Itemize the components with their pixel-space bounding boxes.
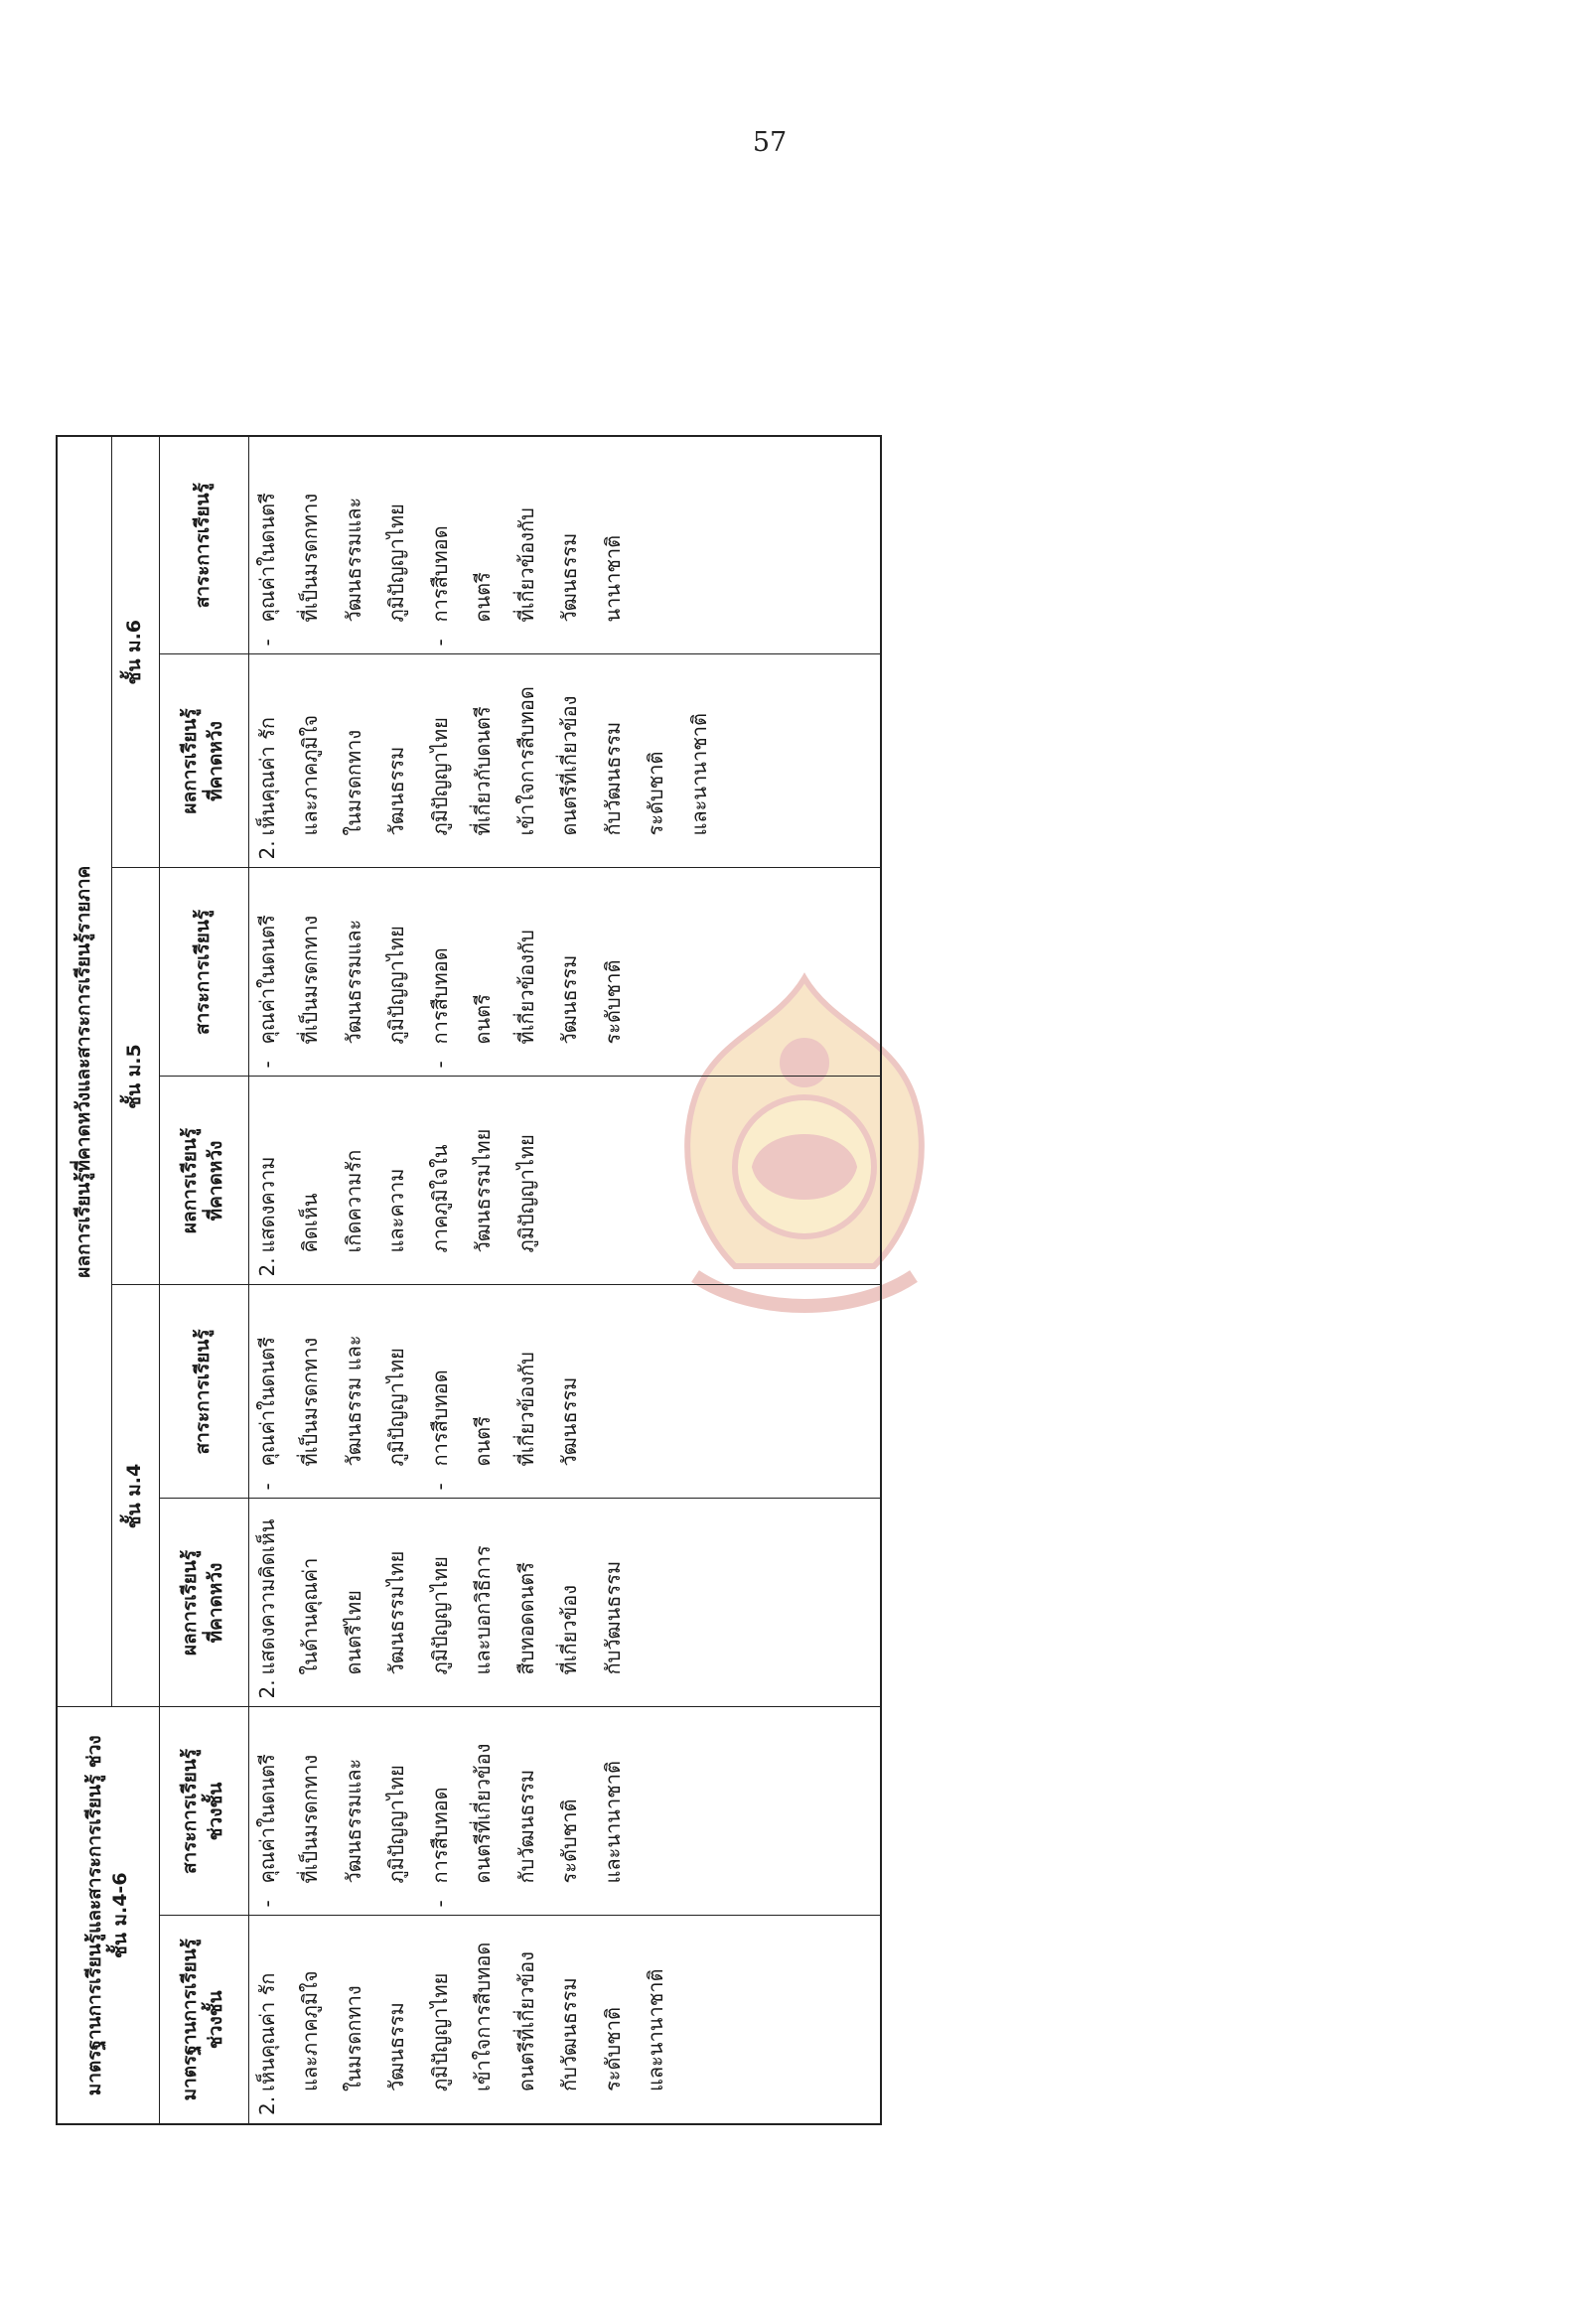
line-text: ดนตรี xyxy=(471,994,495,1045)
line-text: ระดับชาติ xyxy=(557,1799,581,1884)
line-text: ภูมิปัญญาไทย xyxy=(427,1556,452,1675)
line-marker: 2. xyxy=(254,1257,279,1277)
cell-line xyxy=(559,1291,603,1490)
line-text: กับวัฒนธรรม xyxy=(557,1977,581,2091)
line-text: ดนตรีไทย xyxy=(341,1590,365,1675)
line-text: คุณค่าในดนตรี xyxy=(254,493,279,623)
line-marker: 2. xyxy=(254,1679,279,1699)
line-text: การสืบทอด xyxy=(427,1787,452,1884)
rotated-table-container xyxy=(56,437,882,2125)
cell-line xyxy=(646,660,689,859)
line-marker: - xyxy=(427,1900,452,1908)
cell-line xyxy=(386,1505,430,1698)
line-text: แสดงความคิดเห็น xyxy=(254,1518,279,1675)
cell-line xyxy=(300,443,344,647)
cell-line xyxy=(559,1923,603,2116)
cell-line xyxy=(513,1713,560,1907)
line-text: การสืบทอด xyxy=(427,1369,452,1467)
cell-line xyxy=(513,1923,560,2116)
line-text: ดนตรีที่เกี่ยวข้อง xyxy=(471,1743,495,1884)
cell-line xyxy=(600,660,647,859)
cell-line xyxy=(473,1082,516,1276)
line-text: การสืบทอด xyxy=(427,947,452,1045)
line-marker: 2. xyxy=(254,840,279,860)
cell-line xyxy=(300,1923,344,2116)
line-marker: - xyxy=(427,639,452,647)
table-row xyxy=(248,436,881,2124)
header-outcomes: ผลการเรียนรู้ที่คาดหวังและสาระการเรียนรู้รายภาค xyxy=(57,436,111,1707)
header-standard: มาตรฐานการเรียนรู้และสาระการเรียนรู้ ช่วงชั้น ม.4-6 xyxy=(57,1707,159,2124)
cell-line xyxy=(427,1082,474,1276)
header-grade-m5: ชั้น ม.5 xyxy=(111,868,159,1285)
line-text: และภาคภูมิใจ xyxy=(298,1970,322,2091)
cell-line xyxy=(300,874,344,1068)
line-text: วัฒนธรรม xyxy=(557,1376,581,1467)
line-text: และนานาชาติ xyxy=(686,712,711,836)
cell-line xyxy=(473,1923,516,2116)
cell-line xyxy=(254,660,301,860)
cell-line xyxy=(513,1505,560,1698)
cell-line xyxy=(341,1082,387,1276)
cell-line xyxy=(300,1713,344,1907)
subheader-standard-outcome: มาตรฐานการเรียนรู้ ช่วงชั้น xyxy=(159,1916,248,2124)
line-text: นานาชาติ xyxy=(600,534,625,623)
line-text: และความ xyxy=(384,1168,408,1253)
cell-line xyxy=(254,1923,301,2116)
line-text: ภูมิปัญญาไทย xyxy=(513,1134,538,1253)
cell-line xyxy=(254,1082,301,1277)
line-marker: - xyxy=(254,1061,279,1069)
cell-line xyxy=(341,443,387,647)
line-marker: - xyxy=(427,1061,452,1069)
line-text: เข้าใจการสืบทอด xyxy=(471,1942,495,2091)
cell-line xyxy=(386,443,430,647)
line-marker: - xyxy=(254,1900,279,1908)
cell-line xyxy=(254,1713,301,1908)
line-text: และบอกวิธีการ xyxy=(471,1545,495,1675)
cell-line xyxy=(513,660,560,859)
cell-line xyxy=(386,1291,430,1490)
line-text: วัฒนธรรม xyxy=(384,746,408,836)
cell-line xyxy=(646,1923,689,2116)
line-text: เข้าใจการสืบทอด xyxy=(513,686,538,836)
cell-line xyxy=(473,660,516,859)
line-text: ที่เป็นมรดกทาง xyxy=(298,915,322,1045)
line-text: ในมรดกทาง xyxy=(341,729,365,836)
cell-expected-m4 xyxy=(248,1499,881,1707)
cell-line xyxy=(386,874,430,1068)
cell-line xyxy=(513,1291,560,1490)
cell-line xyxy=(473,1713,516,1907)
line-text: และภาคภูมิใจ xyxy=(298,714,322,836)
line-text: วัฒนธรรมและ xyxy=(341,497,365,623)
cell-line xyxy=(300,660,344,859)
cell-line xyxy=(254,443,301,647)
cell-line xyxy=(513,443,560,647)
line-text: ที่เกี่ยวข้องกับ xyxy=(513,507,538,623)
line-text: ในด้านคุณค่า xyxy=(298,1557,322,1675)
cell-line xyxy=(386,1923,430,2116)
subheader-expected-m4: ผลการเรียนรู้ ที่คาดหวัง xyxy=(159,1499,248,1707)
line-text: ที่เป็นมรดกทาง xyxy=(298,1754,322,1884)
subheader-expected-m5: ผลการเรียนรู้ ที่คาดหวัง xyxy=(159,1077,248,1285)
line-marker: - xyxy=(427,1483,452,1491)
line-text: ที่เป็นมรดกทาง xyxy=(298,1337,322,1467)
line-text: วัฒนธรรมไทย xyxy=(471,1128,495,1253)
cell-line xyxy=(427,1923,474,2116)
cell-expected-m6 xyxy=(248,654,881,868)
cell-line xyxy=(427,1713,474,1908)
cell-line xyxy=(427,1505,474,1698)
line-text: ที่เป็นมรดกทาง xyxy=(298,493,322,623)
line-marker: - xyxy=(254,639,279,647)
line-text: ภูมิปัญญาไทย xyxy=(384,1765,408,1884)
subheader-standard-content: สาระการเรียนรู้ ช่วงชั้น xyxy=(159,1707,248,1916)
cell-line xyxy=(386,1082,430,1276)
cell-line xyxy=(600,874,647,1068)
cell-standard-content xyxy=(248,1707,881,1916)
line-text: วัฒนธรรมไทย xyxy=(384,1550,408,1675)
cell-standard-outcome xyxy=(248,1916,881,2124)
line-text: วัฒนธรรม และ xyxy=(341,1335,365,1467)
line-text: วัฒนธรรมและ xyxy=(341,1758,365,1884)
cell-line xyxy=(300,1291,344,1490)
cell-line xyxy=(600,1923,647,2116)
subheader-content-m5: สาระการเรียนรู้ xyxy=(159,868,248,1077)
cell-line xyxy=(559,874,603,1068)
line-text: ระดับชาติ xyxy=(644,751,667,836)
line-text: ภาคภูมิใจใน xyxy=(427,1144,452,1253)
cell-line xyxy=(427,443,474,647)
cell-line xyxy=(600,1713,647,1907)
line-text: คุณค่าในดนตรี xyxy=(254,915,279,1045)
line-text: และนานาชาติ xyxy=(600,1761,625,1884)
cell-line xyxy=(473,874,516,1068)
line-text: ภูมิปัญญาไทย xyxy=(384,504,408,623)
line-text: ดนตรีที่เกี่ยวข้อง xyxy=(557,695,581,836)
line-text: วัฒนธรรมและ xyxy=(341,919,365,1045)
cell-expected-m5 xyxy=(248,1077,881,1285)
line-text: แสดงความ xyxy=(254,1156,279,1253)
cell-line xyxy=(473,443,516,647)
cell-line xyxy=(559,1505,603,1698)
line-text: คิดเห็น xyxy=(298,1193,322,1253)
cell-line xyxy=(427,1291,474,1491)
line-marker: - xyxy=(254,1483,279,1491)
line-text: เกิดความรัก xyxy=(341,1149,365,1253)
cell-line xyxy=(386,1713,430,1907)
line-text: สืบทอดดนตรี xyxy=(513,1562,538,1675)
line-text: วัฒนธรรม xyxy=(557,954,581,1045)
cell-line xyxy=(300,1082,344,1276)
line-text: คุณค่าในดนตรี xyxy=(254,1337,279,1467)
cell-line xyxy=(386,660,430,859)
cell-content-m6 xyxy=(248,436,881,654)
line-text: กับวัฒนธรรม xyxy=(600,1560,625,1675)
cell-line xyxy=(341,660,387,859)
cell-line xyxy=(300,1505,344,1698)
line-text: การสืบทอด xyxy=(427,525,452,623)
subheader-content-m6: สาระการเรียนรู้ xyxy=(159,436,248,654)
cell-line xyxy=(341,1713,387,1907)
header-grade-m4: ชั้น ม.4 xyxy=(111,1285,159,1707)
line-marker: 2. xyxy=(254,2095,279,2115)
header-grade-m6: ชั้น ม.6 xyxy=(111,436,159,868)
line-text: ที่เกี่ยวข้องกับ xyxy=(513,930,538,1045)
cell-line xyxy=(254,874,301,1069)
subheader-expected-m6: ผลการเรียนรู้ ที่คาดหวัง xyxy=(159,654,248,868)
line-text: ที่เกี่ยวกับดนตรี xyxy=(471,706,495,836)
cell-line xyxy=(254,1291,301,1491)
line-text: ดนตรี xyxy=(471,572,495,623)
line-text: เห็นคุณค่า รัก xyxy=(254,717,279,836)
cell-line xyxy=(600,443,647,647)
learning-standards-table xyxy=(56,435,882,2125)
cell-line xyxy=(341,1923,387,2116)
line-text: ดนตรี xyxy=(471,1416,495,1467)
line-text: ภูมิปัญญาไทย xyxy=(427,1972,452,2091)
line-text: ระดับชาติ xyxy=(600,959,625,1045)
line-text: ดนตรีที่เกี่ยวข้อง xyxy=(513,1951,538,2091)
line-text: กับวัฒนธรรม xyxy=(513,1769,538,1884)
line-text: วัฒนธรรม xyxy=(557,532,581,623)
page-number: 57 xyxy=(752,127,788,158)
cell-content-m5 xyxy=(248,868,881,1077)
subheader-content-m4: สาระการเรียนรู้ xyxy=(159,1285,248,1499)
cell-line xyxy=(473,1505,516,1698)
line-text: กับวัฒนธรรม xyxy=(600,721,625,836)
cell-line xyxy=(559,1713,603,1907)
cell-line xyxy=(254,1505,301,1699)
cell-line xyxy=(341,874,387,1068)
line-text: และนานาชาติ xyxy=(644,1968,667,2091)
line-text: วัฒนธรรม xyxy=(384,2002,408,2091)
line-text: ภูมิปัญญาไทย xyxy=(427,717,452,836)
cell-line xyxy=(600,1505,647,1698)
cell-line xyxy=(473,1291,516,1490)
cell-line xyxy=(513,1082,560,1276)
cell-line xyxy=(513,874,560,1068)
line-text: ภูมิปัญญาไทย xyxy=(384,926,408,1045)
line-text: ระดับชาติ xyxy=(600,2007,625,2091)
line-text: ที่เกี่ยวข้องกับ xyxy=(513,1352,538,1467)
cell-line xyxy=(686,660,733,859)
cell-line xyxy=(341,1291,387,1490)
line-text: ที่เกี่ยวข้อง xyxy=(557,1584,581,1675)
cell-line xyxy=(427,874,474,1069)
cell-content-m4 xyxy=(248,1285,881,1499)
line-text: ในมรดกทาง xyxy=(341,1985,365,2091)
line-text: ภูมิปัญญาไทย xyxy=(384,1348,408,1467)
line-text: เห็นคุณค่า รัก xyxy=(254,1972,279,2091)
cell-line xyxy=(559,443,603,647)
cell-line xyxy=(341,1505,387,1698)
cell-line xyxy=(427,660,474,859)
line-text: คุณค่าในดนตรี xyxy=(254,1754,279,1884)
cell-line xyxy=(559,660,603,859)
